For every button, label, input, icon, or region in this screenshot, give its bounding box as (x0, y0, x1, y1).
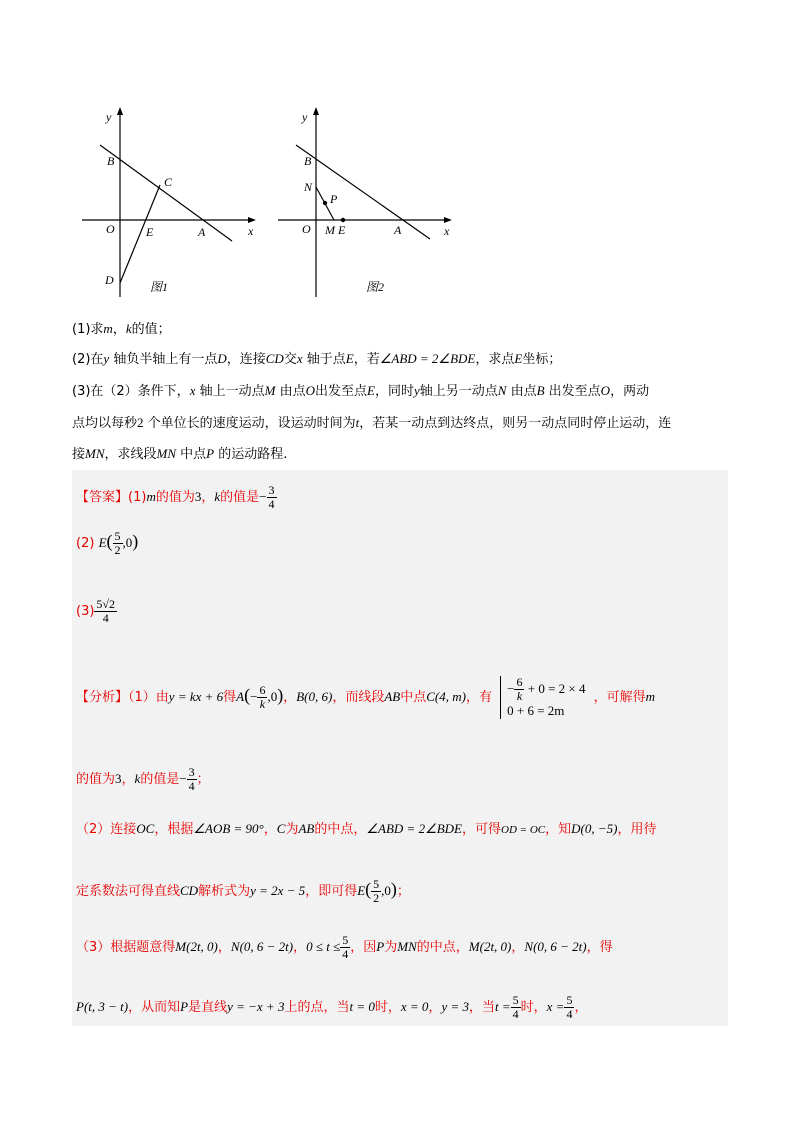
analysis-line-6: P(t, 3 − t)，从而知P是直线y = −x + 3上的点，当t = 0时，x = 0，y = 3，当t = $\frac{5}{4}$ 时，x = $\frac{5}{4}$ ， (76, 993, 588, 1021)
question-3-line-2: 点均以每秒2 个单位长的速度运动，设运动时间为t，若某一动点到达终点，则另一动点同时停止运动，连 (72, 415, 672, 431)
question-3-line-3: 接MN，求线段MN 中点P 的运动路程. (72, 446, 288, 462)
fig1-o-label: O (106, 222, 115, 236)
fig1-c-label: C (164, 175, 173, 189)
fig2-o-label: O (302, 222, 311, 236)
question-2: (2)在y 轴负半轴上有一点D，连接CD交x 轴于点E，若∠ABD = 2∠BDE，求点E坐标； (72, 351, 562, 367)
figure-1 (80, 105, 270, 305)
fig2-b-label: B (304, 154, 312, 168)
fig2-x-label: x (444, 224, 450, 238)
fig2-p-label: P (330, 192, 338, 206)
fig1-b-label: B (107, 154, 115, 168)
analysis-line-5: （3）根据题意得M(2t, 0)，N(0, 6 − 2t)，0 ≤ t ≤ $\frac{5}{4}$ ，因P为MN的中点，M(2t, 0)，N(0, 6 − 2t)，得 (76, 933, 613, 961)
analysis-line-2: 的值为3，k的值是− $\frac{3}{4}$ ； (76, 765, 210, 793)
answer-label: 【答案】 (76, 490, 129, 505)
question-3-line-1: (3)在（2）条件下，x 轴上一动点M 由点O出发至点E，同时y轴上另一动点N 由点B 出发至点O，两动 (72, 383, 650, 399)
fig2-a-label: A (394, 223, 402, 237)
fig1-d-label: D (105, 273, 114, 287)
figure-2-diagram (276, 105, 466, 305)
answer-line-3: (3) $\frac{5√2}{4}$ (76, 597, 116, 625)
figure-2 (276, 105, 466, 305)
fig1-a-label: A (198, 225, 206, 239)
analysis-line-3: （2）连接OC，根据∠AOB = 90°，C为AB的中点，∠ABD = 2∠BDE，可得OD = OC，知D(0, −5)，用待 (76, 821, 657, 837)
fig1-e-label: E (146, 225, 154, 239)
analysis-label: 【分析】 (76, 690, 129, 705)
answer-line-2: (2) E( $\frac{5}{2}$ ,0) (76, 529, 139, 557)
fig1-x-label: x (248, 224, 254, 238)
fig2-m-label: M (325, 223, 335, 237)
fig2-y-label: y (302, 110, 308, 124)
question-1: (1)求m，k的值； (72, 321, 171, 337)
fig1-y-label: y (106, 110, 112, 124)
analysis-line-1: 【分析】（1）由y = kx + 6得A(− $\frac{6}{k}$ ,0)，B(0, 6)，而线段AB中点C(4, m)，有 − $\frac{6}{k}$ + 0 = 2 × 4 0 + 6 = 2m ，可解得m (76, 675, 656, 718)
fig1-caption: 图1 (150, 280, 169, 294)
fig2-n-label: N (304, 180, 313, 194)
figure-1-diagram (80, 105, 270, 305)
analysis-line-4: 定系数法可得直线CD解析式为y = 2x − 5，即可得E( $\frac{5}{2}$ ,0)； (76, 877, 410, 905)
fig2-e-label: E (338, 223, 346, 237)
answer-line-1: 【答案】(1)m的值为3，k的值是− $\frac{3}{4}$ (76, 483, 275, 511)
fig2-caption: 图2 (366, 280, 385, 294)
